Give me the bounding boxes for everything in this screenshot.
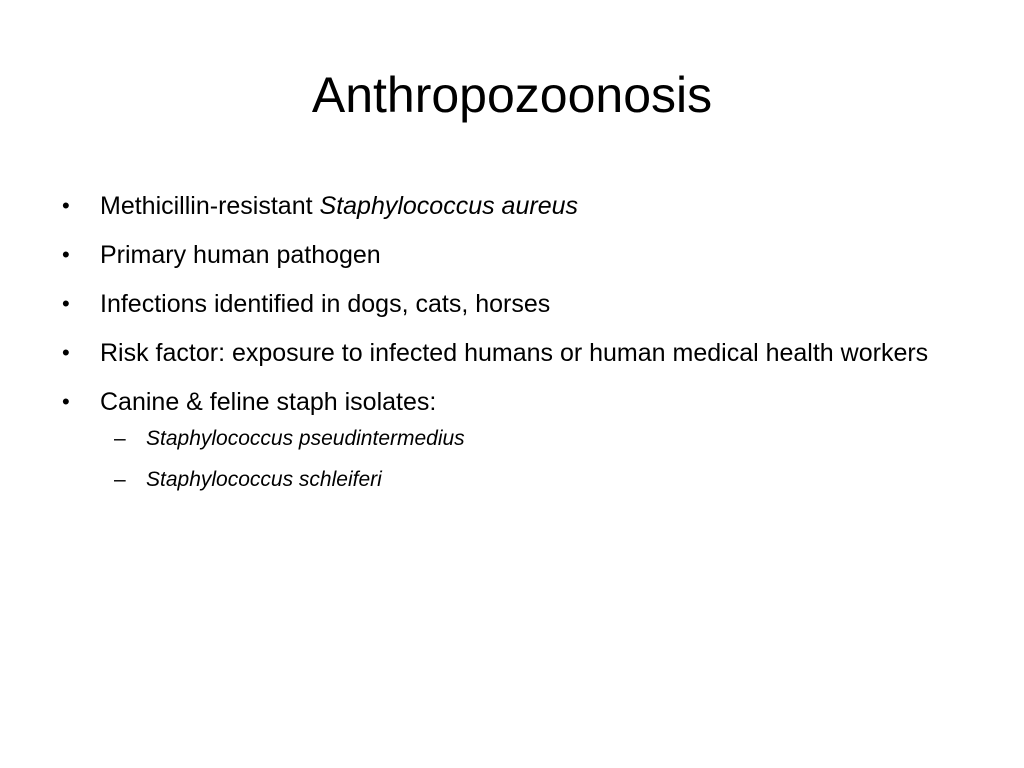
bullet-marker: •: [62, 389, 70, 414]
bullet-text: Primary human pathogen: [100, 241, 381, 269]
bullet-text: Infections identified in dogs, cats, horses: [100, 290, 551, 318]
bullet-marker: •: [62, 291, 70, 316]
slide-title: Anthropozoonosis: [311, 67, 713, 123]
sub-bullet-text: Staphylococcus pseudintermedius: [146, 427, 465, 450]
bullet-list: [62, 186, 962, 506]
bullet-italic-text: Staphylococcus aureus: [319, 192, 578, 220]
bullet-marker: •: [62, 242, 70, 267]
sub-list-item: [100, 424, 962, 454]
list-item: [62, 382, 962, 495]
list-item: [62, 235, 962, 275]
bullet-text: Risk factor: exposure to infected humans or human medical health workers: [100, 339, 929, 367]
list-item: [62, 186, 962, 226]
bullet-marker: •: [62, 340, 70, 365]
sub-bullet-marker: –: [114, 468, 126, 491]
sub-bullet-marker: –: [114, 427, 126, 450]
bullet-marker: •: [62, 193, 70, 218]
list-item: [62, 333, 962, 373]
list-item: [62, 284, 962, 324]
sub-bullet-text: Staphylococcus schleiferi: [146, 468, 382, 491]
sub-bullet-list: [100, 424, 962, 495]
sub-list-item: [100, 465, 962, 495]
bullet-text: Canine & feline staph isolates:: [100, 388, 437, 416]
bullet-text: Methicillin-resistant: [100, 192, 320, 220]
